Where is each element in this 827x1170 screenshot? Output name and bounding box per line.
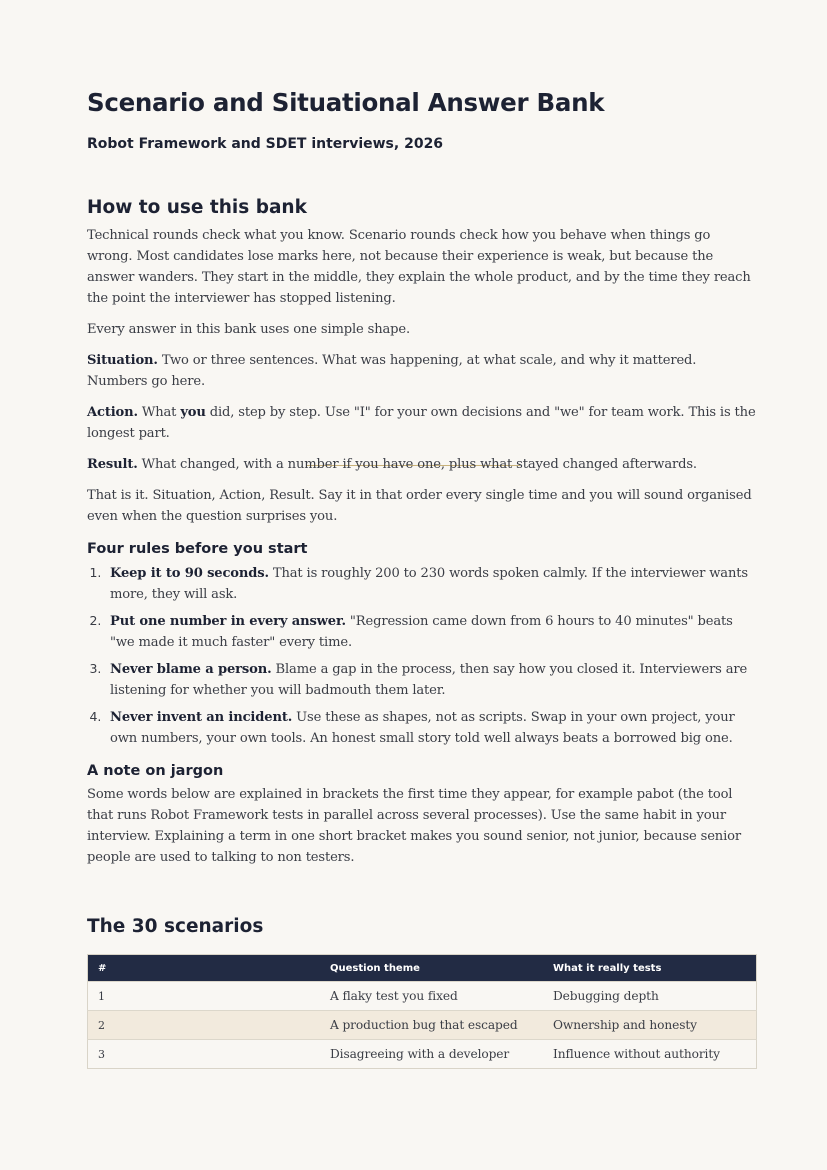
subheading-four-rules: Four rules before you start [87, 541, 308, 557]
rule-text: "Regression came down from 6 hours to 40 minutes" beats "we made it much faster" every time. [110, 614, 733, 650]
summary-paragraph: That is it. Situation, Action, Result. Say it in that order every single time and you will sound organised even when the question surprises you. [87, 488, 752, 524]
action-paragraph [87, 402, 757, 444]
table-cell-tests: Debugging depth [543, 982, 757, 1011]
result-text: What changed, with a number if you have one, plus what stayed changed afterwards. [137, 457, 697, 472]
table-cell-tests: Ownership and honesty [543, 1011, 757, 1040]
situation-paragraph [87, 350, 757, 392]
action-label: Action. [87, 405, 138, 420]
table-cell-theme: A production bug that escaped [320, 1011, 543, 1040]
table-row [88, 1011, 757, 1040]
action-emphasis-you: you [180, 405, 206, 420]
jargon-paragraph: Some words below are explained in brackets the first time they appear, for example pabot (the tool that runs Robot Framework tests in parallel across several processes). Use the same habit in your interview. Explaining a term in one short bracket makes you sound senior, not junior, because senior people are used to talking to non testers. [87, 787, 741, 865]
rule-item [105, 706, 757, 749]
column-header-number: # [98, 962, 107, 974]
table-row [88, 982, 757, 1011]
table-cell-theme: Disagreeing with a developer [320, 1040, 543, 1069]
rule-title: Never blame a person. [110, 662, 272, 677]
table-cell-number: 3 [88, 1040, 321, 1069]
table-header-row [88, 955, 757, 982]
section-heading-scenarios: The 30 scenarios [87, 916, 264, 937]
rule-title: Never invent an incident. [110, 710, 293, 725]
situation-label: Situation. [87, 353, 158, 368]
table-cell-theme: A flaky test you fixed [320, 982, 543, 1011]
rule-item [105, 658, 757, 701]
rule-title: Keep it to 90 seconds. [110, 566, 269, 581]
shape-paragraph: Every answer in this bank uses one simple shape. [87, 322, 410, 337]
result-paragraph [87, 454, 757, 475]
document-subtitle: Robot Framework and SDET interviews, 2026 [87, 136, 444, 152]
situation-text: Two or three sentences. What was happening, at what scale, and why it mattered. Numbers go here. [87, 353, 697, 389]
document-title: Scenario and Situational Answer Bank [87, 88, 605, 117]
subheading-jargon: A note on jargon [87, 763, 224, 779]
table-cell-number: 1 [88, 982, 321, 1011]
result-label: Result. [87, 457, 138, 472]
rule-text: Use these as shapes, not as scripts. Swap in your own project, your own numbers, your own tools. An honest small story told well always beats a borrowed big one. [110, 710, 735, 746]
rule-text: That is roughly 200 to 230 words spoken calmly. If the interviewer wants more, they will ask. [110, 566, 748, 602]
table-cell-number: 2 [88, 1011, 321, 1040]
rules-list [87, 562, 757, 749]
table-cell-tests: Influence without authority [543, 1040, 757, 1069]
intro-paragraph: Technical rounds check what you know. Scenario rounds check how you behave when things go wrong. Most candidates lose marks here, not because their experience is weak, but because the answer wanders. They start in the middle, they explain the whole product, and by the time they reach the point the interviewer has stopped listening. [87, 228, 751, 306]
rule-item [105, 562, 757, 605]
action-text-end: did, step by step. Use "I" for your own decisions and "we" for team work. This is the longest part. [87, 405, 756, 441]
action-text-start: What [137, 405, 181, 420]
column-header-theme: Question theme [330, 962, 420, 974]
scenarios-table [87, 954, 757, 1069]
document-content [87, 86, 757, 1069]
rule-title: Put one number in every answer. [110, 614, 346, 629]
table-row [88, 1040, 757, 1069]
column-header-tests: What it really tests [553, 962, 662, 974]
section-heading-how-to-use: How to use this bank [87, 197, 307, 218]
rule-text: Blame a gap in the process, then say how you closed it. Interviewers are listening for whether you will badmouth them later. [110, 662, 748, 698]
rule-item [105, 610, 757, 653]
